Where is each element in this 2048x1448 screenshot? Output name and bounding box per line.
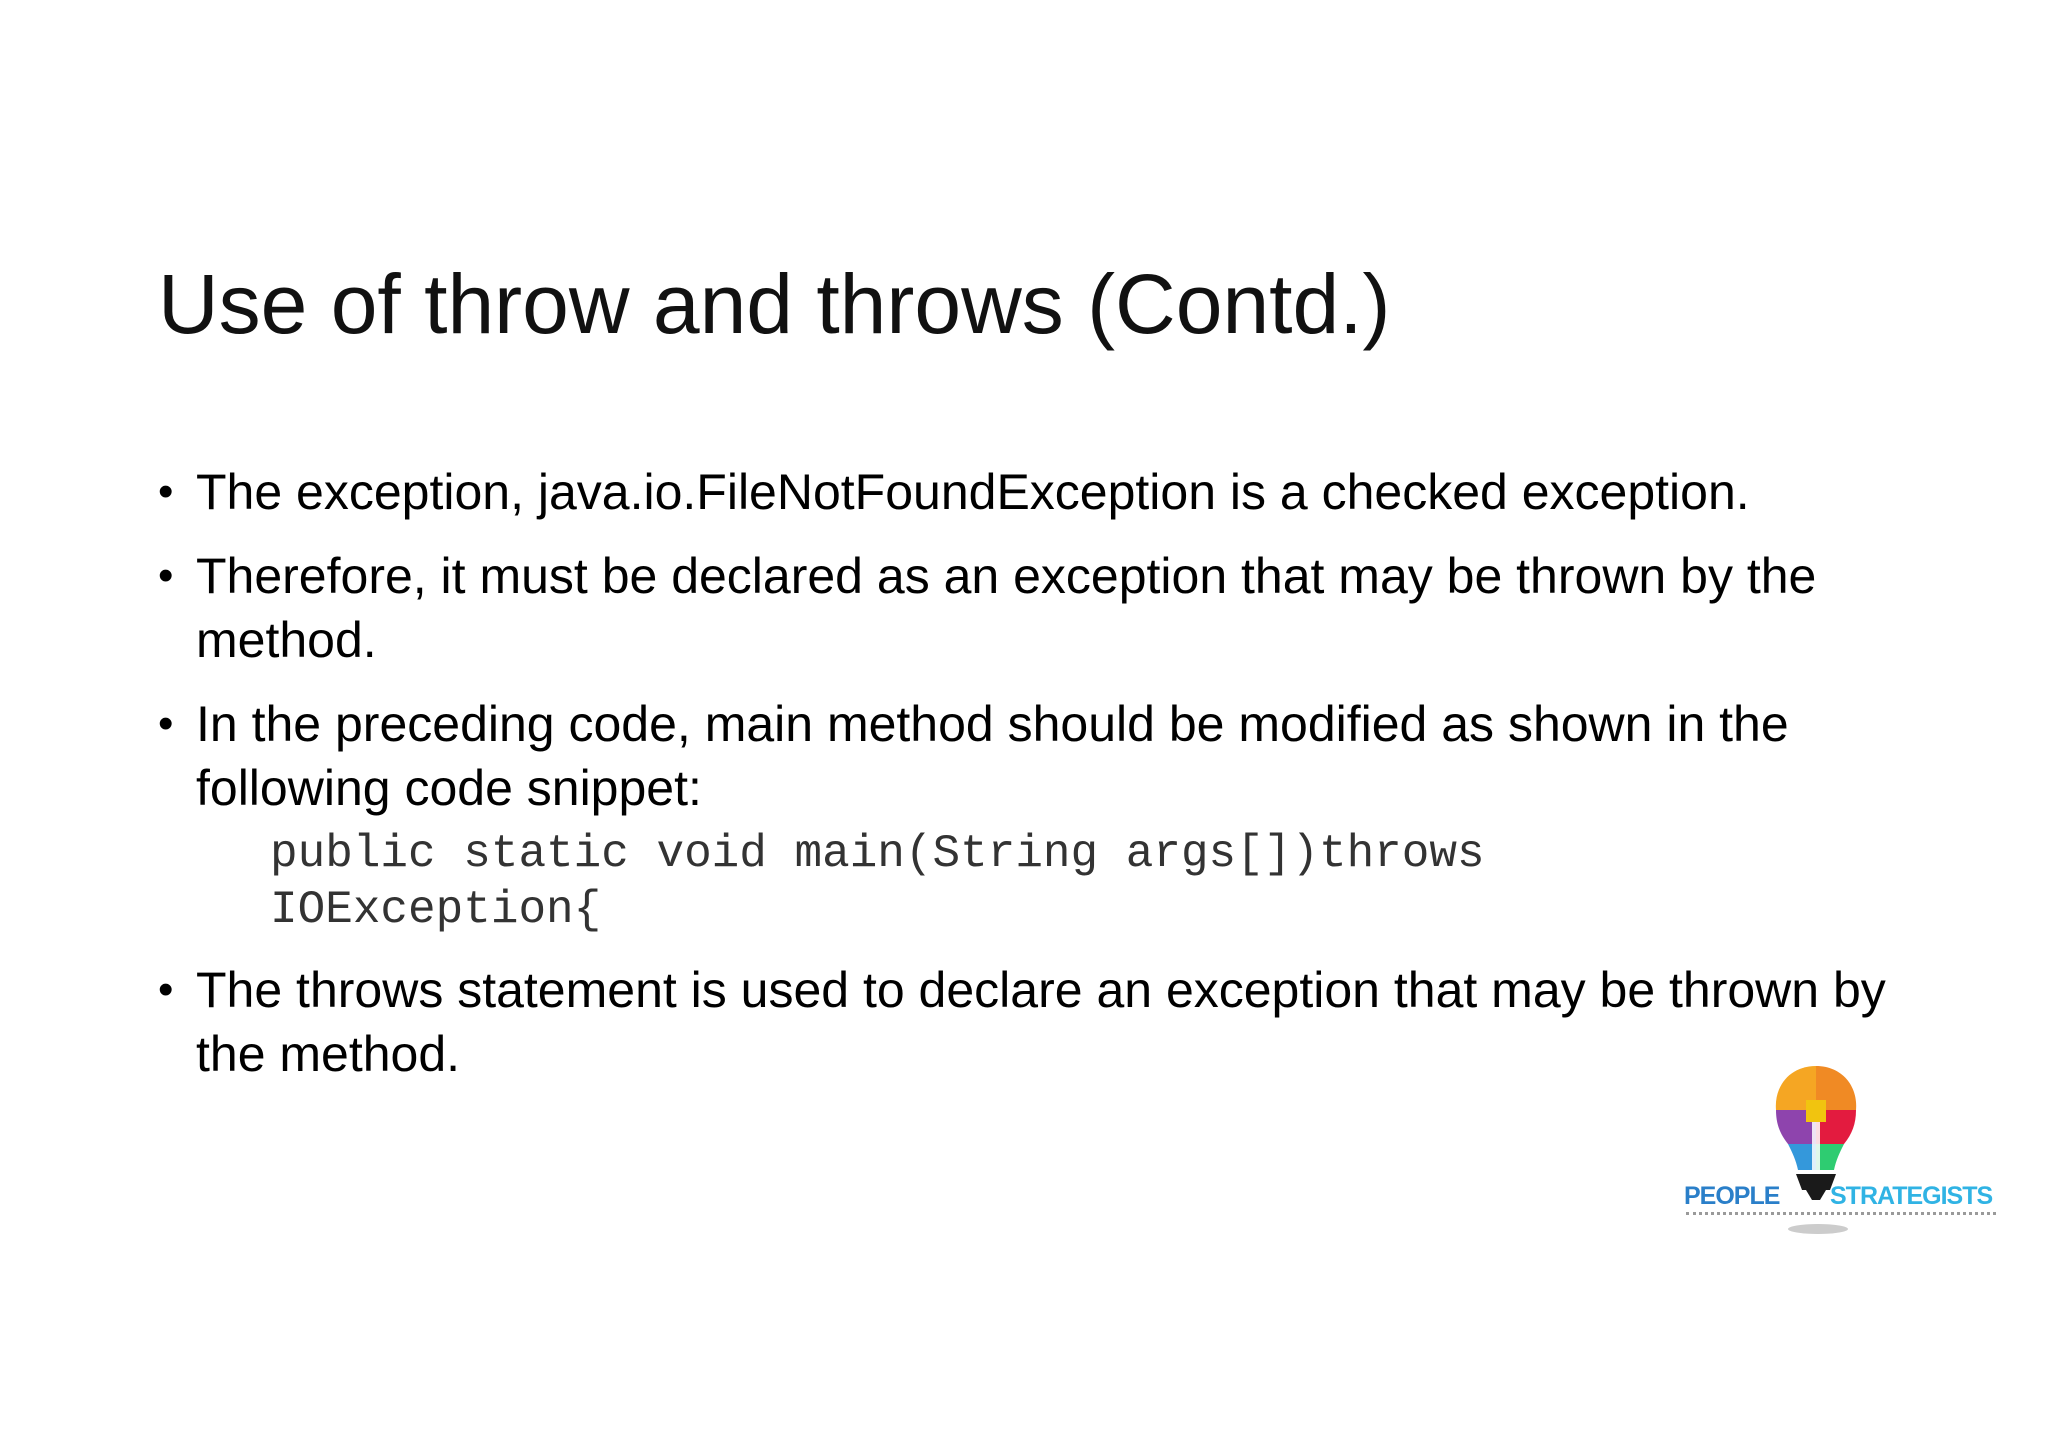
logo-word-people: PEOPLE: [1684, 1182, 1780, 1210]
bullet-dot: •: [158, 467, 174, 516]
bulb-piece-center: [1806, 1100, 1826, 1122]
bullet-text: Therefore, it must be declared as an exception that may be thrown by the method.: [196, 548, 1817, 668]
bullet-list: [158, 460, 1918, 1106]
people-strategists-logo: [1672, 1062, 2012, 1242]
bullet-text: The throws statement is used to declare an exception that may be thrown by the method.: [196, 962, 1886, 1082]
logo-shadow: [1788, 1224, 1848, 1234]
bullet-dot: •: [158, 551, 174, 600]
bullet-dot: •: [158, 965, 174, 1014]
bulb-piece-bottom-right: [1816, 1144, 1844, 1170]
bulb-piece-bottom-left: [1788, 1144, 1816, 1170]
bullet-item: [158, 544, 1918, 672]
bulb-stem: [1812, 1122, 1820, 1180]
bullet-item: [158, 692, 1918, 938]
bullet-text: The exception, java.io.FileNotFoundException is a checked exception.: [196, 464, 1750, 520]
code-snippet: public static void main(String args[])throws IOException{: [270, 828, 1485, 936]
bullet-item: [158, 958, 1918, 1086]
bullet-dot: •: [158, 699, 174, 748]
bullet-text: In the preceding code, main method should be modified as shown in the following code snippet:: [196, 696, 1789, 816]
bullet-item: [158, 460, 1918, 524]
slide-title: Use of throw and throws (Contd.): [158, 257, 1391, 351]
logo-word-strategists: STRATEGISTS: [1830, 1182, 1993, 1210]
logo-tagline: [1686, 1212, 1996, 1219]
